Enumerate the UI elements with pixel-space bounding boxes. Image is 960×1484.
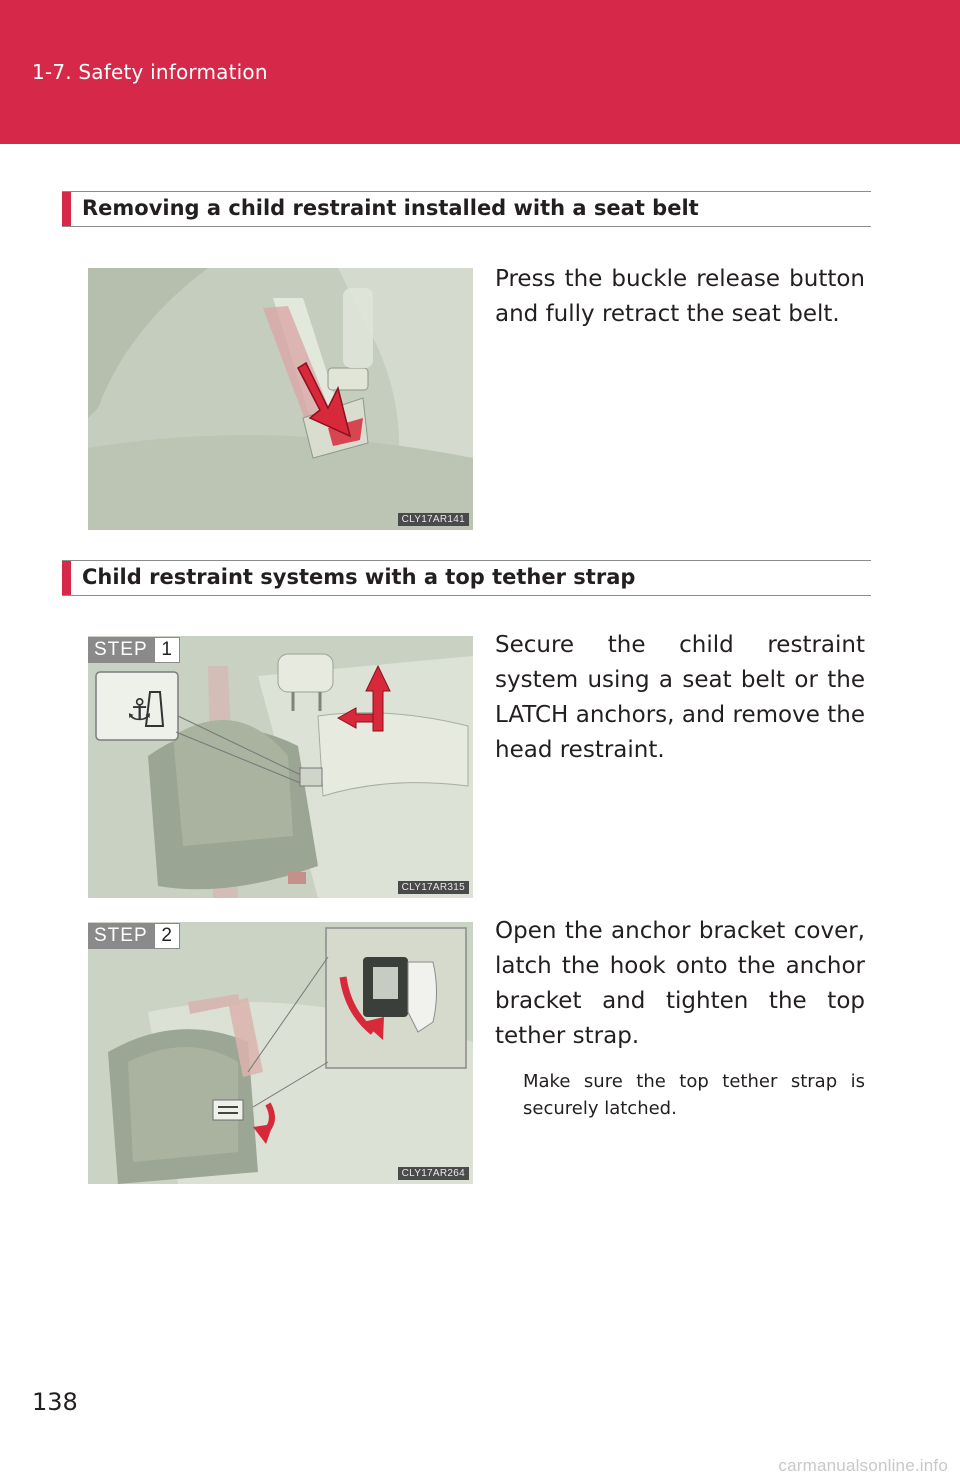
step-number: 1 <box>154 637 180 663</box>
step-2-note: Make sure the top tether strap is securely latched. <box>523 1071 865 1119</box>
section-heading-remove-restraint <box>62 191 871 227</box>
image-code: CLY17AR315 <box>398 881 469 894</box>
page-header <box>0 0 960 144</box>
heading-accent-bar <box>62 192 71 226</box>
image-code: CLY17AR264 <box>398 1167 469 1180</box>
step-2-badge <box>88 923 180 949</box>
heading-accent-bar <box>62 561 71 595</box>
tether-anchor-icon <box>88 922 473 1184</box>
step-1-badge <box>88 637 180 663</box>
page-number: 138 <box>32 1388 78 1416</box>
instruction-text: Press the buckle release button and fully retract the seat belt. <box>495 266 865 327</box>
step-label: STEP <box>88 637 154 663</box>
seat-belt-buckle-illustration <box>88 268 473 530</box>
section-title: Removing a child restraint installed with a seat belt <box>82 196 699 220</box>
tether-hook-illustration <box>88 922 473 1184</box>
step-label: STEP <box>88 923 154 949</box>
section-title: Child restraint systems with a top tether strap <box>82 565 636 589</box>
watermark: carmanualsonline.info <box>778 1456 948 1475</box>
svg-text:⚓: ⚓ <box>126 693 153 728</box>
step-2-text: Open the anchor bracket cover, latch the hook onto the anchor bracket and tighten the top tether strap. <box>495 918 865 1049</box>
child-seat-anchor-icon <box>88 636 473 898</box>
image-code: CLY17AR141 <box>398 513 469 526</box>
step-number: 2 <box>154 923 180 949</box>
section-heading-top-tether <box>62 560 871 596</box>
head-restraint-removal-illustration <box>88 636 473 898</box>
section-breadcrumb: 1-7. Safety information <box>32 60 268 84</box>
step-1-text: Secure the child restraint system using a seat belt or the LATCH anchors, and remove the head restraint. <box>495 632 865 763</box>
buckle-release-icon <box>88 268 473 530</box>
